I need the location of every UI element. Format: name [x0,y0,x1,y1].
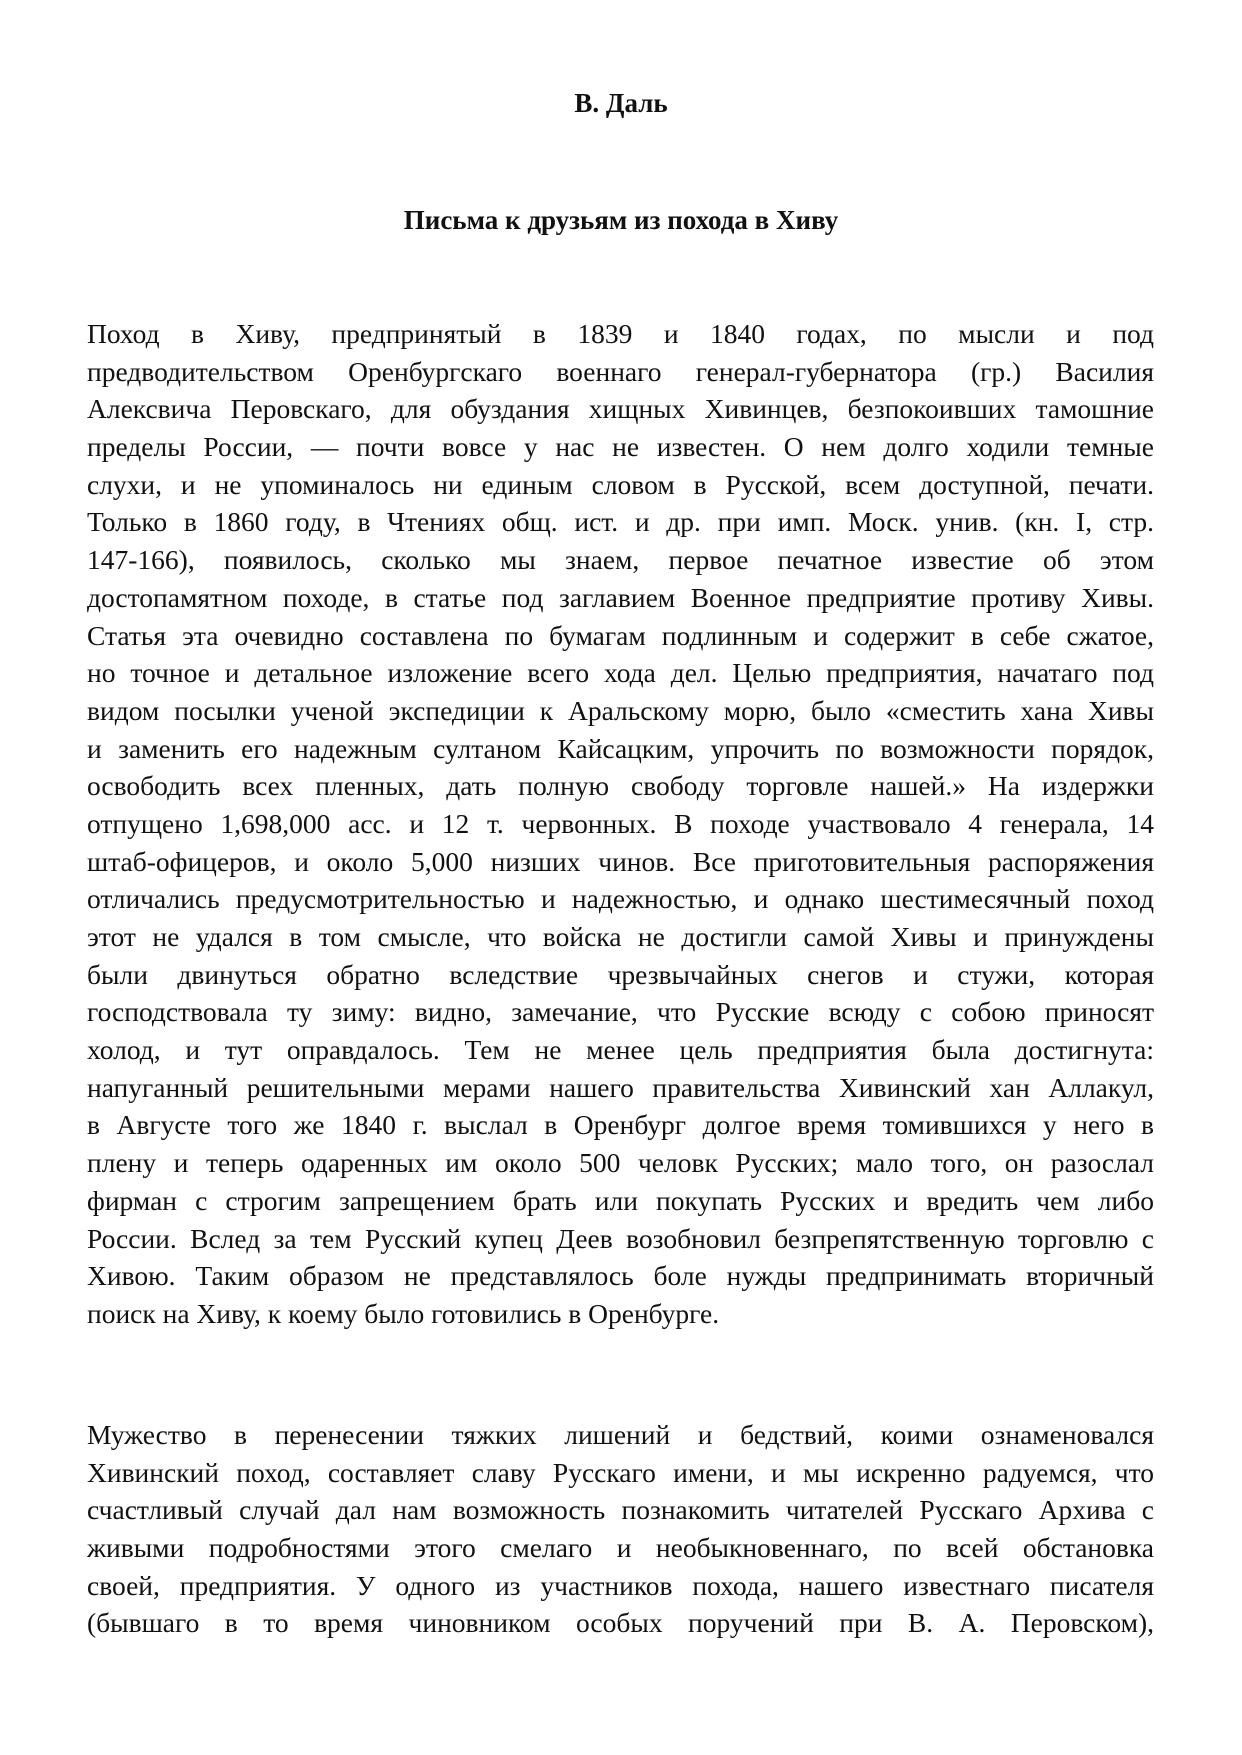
text-line: но точное и детальное изложение всего хода дел. Целью предприятия, начатаго под [87,657,1154,689]
author-name: В. Даль [574,88,668,118]
text-line: господствовала ту зиму: видно, замечание, что Русские всюду с собою приносят [87,996,1154,1028]
text-line: Только в 1860 году, в Чтениях общ. ист. и др. при имп. Моск. унив. (кн. I, стр. [87,506,1154,538]
paragraph-1 [87,315,1154,1333]
paragraph-2 [87,1416,1154,1642]
text-line: Мужество в перенесении тяжких лишений и бедствий, коими ознаменовался [87,1419,1154,1450]
text-line: и заменить его надежным султаном Кайсацким, упрочить по возможности порядок, [87,732,1154,764]
text-line: напуганный решительными мерами нашего правительства Хивинский хан Аллакул, [87,1071,1154,1103]
text-line: 147-166), появилось, сколько мы знаем, первое печатное известие об этом [87,544,1154,576]
text-line: счастливый случай дал нам возможность познакомить читателей Русскаго Архива с [87,1494,1154,1526]
text-line: Статья эта очевидно составлена по бумагам подлинным и содержит в себе сжатое, [87,619,1154,651]
text-line: предводительством Оренбургскаго военнаго генерал-губернатора (гр.) Василия [87,355,1154,387]
text-line: Алексвича Перовскаго, для обуздания хищных Хивинцев, безпокоивших тамошние [87,393,1154,425]
text-line: слухи, и не упоминалось ни единым словом в Русской, всем доступной, печати. [87,468,1154,500]
text-line: достопамятном походе, в статье под заглавием Военное предприятие противу Хивы. [87,581,1154,613]
text-line: этот не удался в том смысле, что войска не достигли самой Хивы и принуждены [87,921,1154,952]
text-line: в Августе того же 1840 г. выслал в Оренбург долгое время томившихся у него в [87,1109,1154,1141]
text-line: отпущено 1,698,000 асс. и 12 т. червонных. В походе участвовало 4 генерала, 14 [87,807,1154,839]
text-line: (бывшаго в то время чиновником особых поручений при В. А. Перовском), [87,1607,1154,1639]
text-line: фирман с строгим запрещением брать или покупать Русских и вредить чем либо [87,1184,1154,1216]
text-line: России. Вслед за тем Русский купец Деев возобновил безпрепятственную торговлю с [87,1222,1154,1254]
document-title: Письма к друзьям из похода в Хиву [403,205,839,235]
text-line: плену и теперь одаренных им около 500 человк Русских; мало того, он разослал [87,1147,1154,1179]
text-line: отличались предусмотрительностью и надежностью, и однако шестимесячный поход [87,883,1154,915]
text-line: были двинуться обратно вследствие чрезвычайных снегов и стужи, которая [87,958,1154,990]
text-line: своей, предприятия. У одного из участников похода, нашего известнаго писателя [87,1569,1154,1601]
text-line: холод, и тут оправдалось. Тем не менее цель предприятия была достигнута: [87,1034,1154,1066]
text-line: пределы России, — почти вовсе у нас не известен. О нем долго ходили темные [87,431,1154,463]
text-line: штаб-офицеров, и около 5,000 низших чинов. Все приготовительныя распоряжения [87,845,1154,877]
text-line: поиск на Хиву, к коему было готовились в Оренбурге. [87,1297,720,1329]
text-line: живыми подробностями этого смелаго и необыкновеннаго, по всей обстановка [87,1532,1154,1564]
text-line: видом посылки ученой экспедиции к Аральскому морю, было «сместить хана Хивы [87,694,1154,726]
text-line: Хивинский поход, составляет славу Русскаго имени, и мы искренно радуемся, что [87,1456,1154,1488]
text-line: Поход в Хиву, предпринятый в 1839 и 1840 годах, по мысли и под [87,318,1154,349]
text-line: Хивою. Таким образом не представлялось боле нужды предпринимать вторичный [87,1260,1154,1292]
text-line: освободить всех пленных, дать полную свободу торговле нашей.» На издержки [87,770,1154,802]
